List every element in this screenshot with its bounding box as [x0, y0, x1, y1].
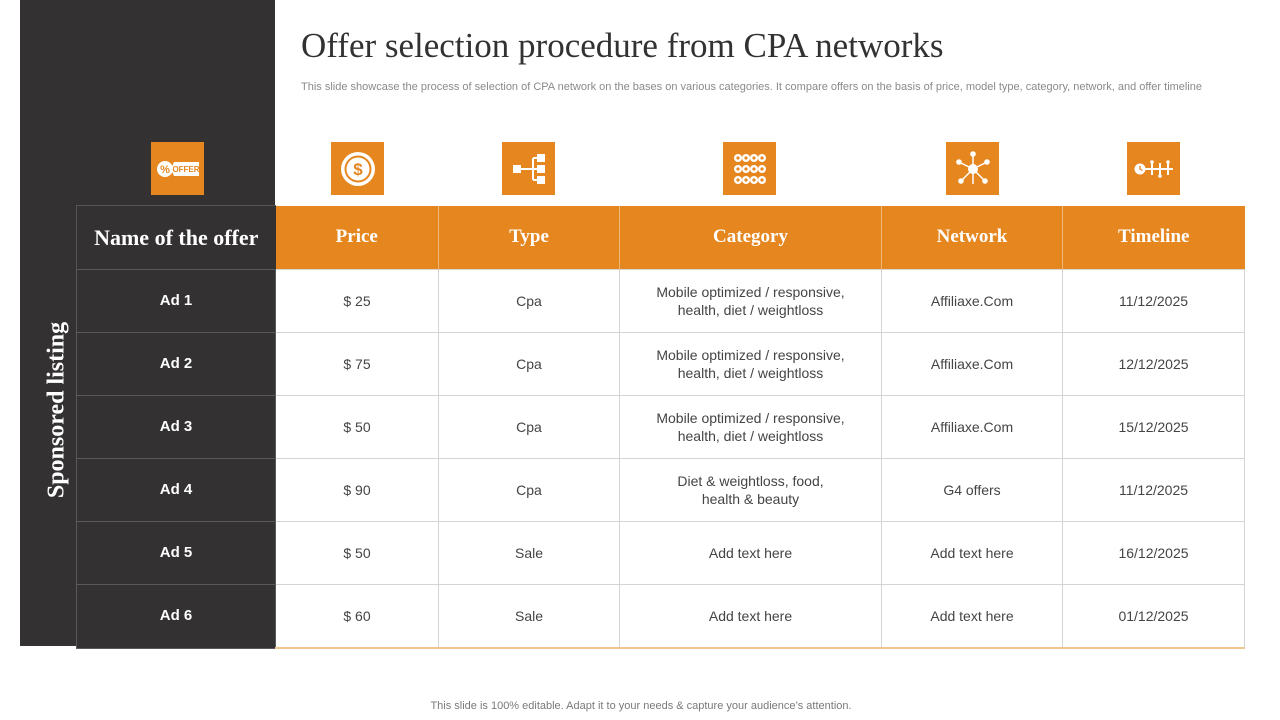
network-cell: Add text here	[882, 522, 1063, 585]
network-cell: Add text here	[882, 585, 1063, 649]
table-header-row	[77, 206, 1245, 270]
network-cell: Affiliaxe.Com	[882, 270, 1063, 333]
price-cell: $ 75	[276, 333, 439, 396]
header-type: Type	[439, 206, 620, 270]
timeline-cell: 12/12/2025	[1063, 333, 1245, 396]
table-row	[77, 396, 1245, 459]
header-name-of-offer: Name of the offer	[77, 206, 276, 270]
offer-icon-text: OFFER	[171, 164, 200, 174]
offer-name-cell: Ad 1	[77, 270, 276, 333]
timeline-cell: 11/12/2025	[1063, 270, 1245, 333]
header-timeline: Timeline	[1063, 206, 1245, 270]
header-category: Category	[620, 206, 882, 270]
svg-text:$: $	[352, 159, 363, 179]
svg-text:%: %	[159, 163, 170, 176]
dollar-coin-icon	[331, 142, 384, 195]
footer-note: This slide is 100% editable. Adapt it to your needs & capture your audience’s attention.	[430, 700, 852, 712]
page-title: Offer selection procedure from CPA networks	[301, 26, 944, 65]
network-cell: Affiliaxe.Com	[882, 333, 1063, 396]
offer-name-cell: Ad 5	[77, 522, 276, 585]
type-cell: Sale	[439, 585, 620, 649]
offer-name-cell: Ad 3	[77, 396, 276, 459]
type-cell: Cpa	[439, 459, 620, 522]
offer-name-cell: Ad 2	[77, 333, 276, 396]
price-cell: $ 90	[276, 459, 439, 522]
offer-name-cell: Ad 6	[77, 585, 276, 649]
hierarchy-icon	[502, 142, 555, 195]
header-price: Price	[276, 206, 439, 270]
network-cell: Affiliaxe.Com	[882, 396, 1063, 459]
table-row	[77, 585, 1245, 649]
type-cell: Cpa	[439, 270, 620, 333]
page-subtitle: This slide showcase the process of selection of CPA network on the bases on various categories. It compare offers on the basis of price, model type, category, network, and offer timeline	[301, 81, 1203, 93]
side-label: Sponsored listing	[43, 321, 70, 499]
category-cell: Mobile optimized / responsive, health, diet / weightloss	[620, 396, 882, 459]
category-cell: Mobile optimized / responsive, health, diet / weightloss	[620, 333, 882, 396]
type-cell: Cpa	[439, 333, 620, 396]
network-icon	[946, 142, 999, 195]
table-row	[77, 459, 1245, 522]
category-cell: Add text here	[620, 522, 882, 585]
table-row	[77, 270, 1245, 333]
timeline-cell: 15/12/2025	[1063, 396, 1245, 459]
offer-tag-icon	[151, 142, 204, 195]
type-cell: Sale	[439, 522, 620, 585]
table-row	[77, 333, 1245, 396]
header-network: Network	[882, 206, 1063, 270]
timeline-cell: 11/12/2025	[1063, 459, 1245, 522]
network-cell: G4 offers	[882, 459, 1063, 522]
timeline-cell: 01/12/2025	[1063, 585, 1245, 649]
offer-name-cell: Ad 4	[77, 459, 276, 522]
price-cell: $ 50	[276, 522, 439, 585]
offers-table	[76, 205, 1245, 649]
price-cell: $ 25	[276, 270, 439, 333]
grid-dots-icon	[723, 142, 776, 195]
category-cell: Mobile optimized / responsive, health, diet / weightloss	[620, 270, 882, 333]
timeline-cell: 16/12/2025	[1063, 522, 1245, 585]
category-cell: Add text here	[620, 585, 882, 649]
price-cell: $ 50	[276, 396, 439, 459]
category-cell: Diet & weightloss, food, health & beauty	[620, 459, 882, 522]
type-cell: Cpa	[439, 396, 620, 459]
table-row	[77, 522, 1245, 585]
timeline-icon	[1127, 142, 1180, 195]
price-cell: $ 60	[276, 585, 439, 649]
